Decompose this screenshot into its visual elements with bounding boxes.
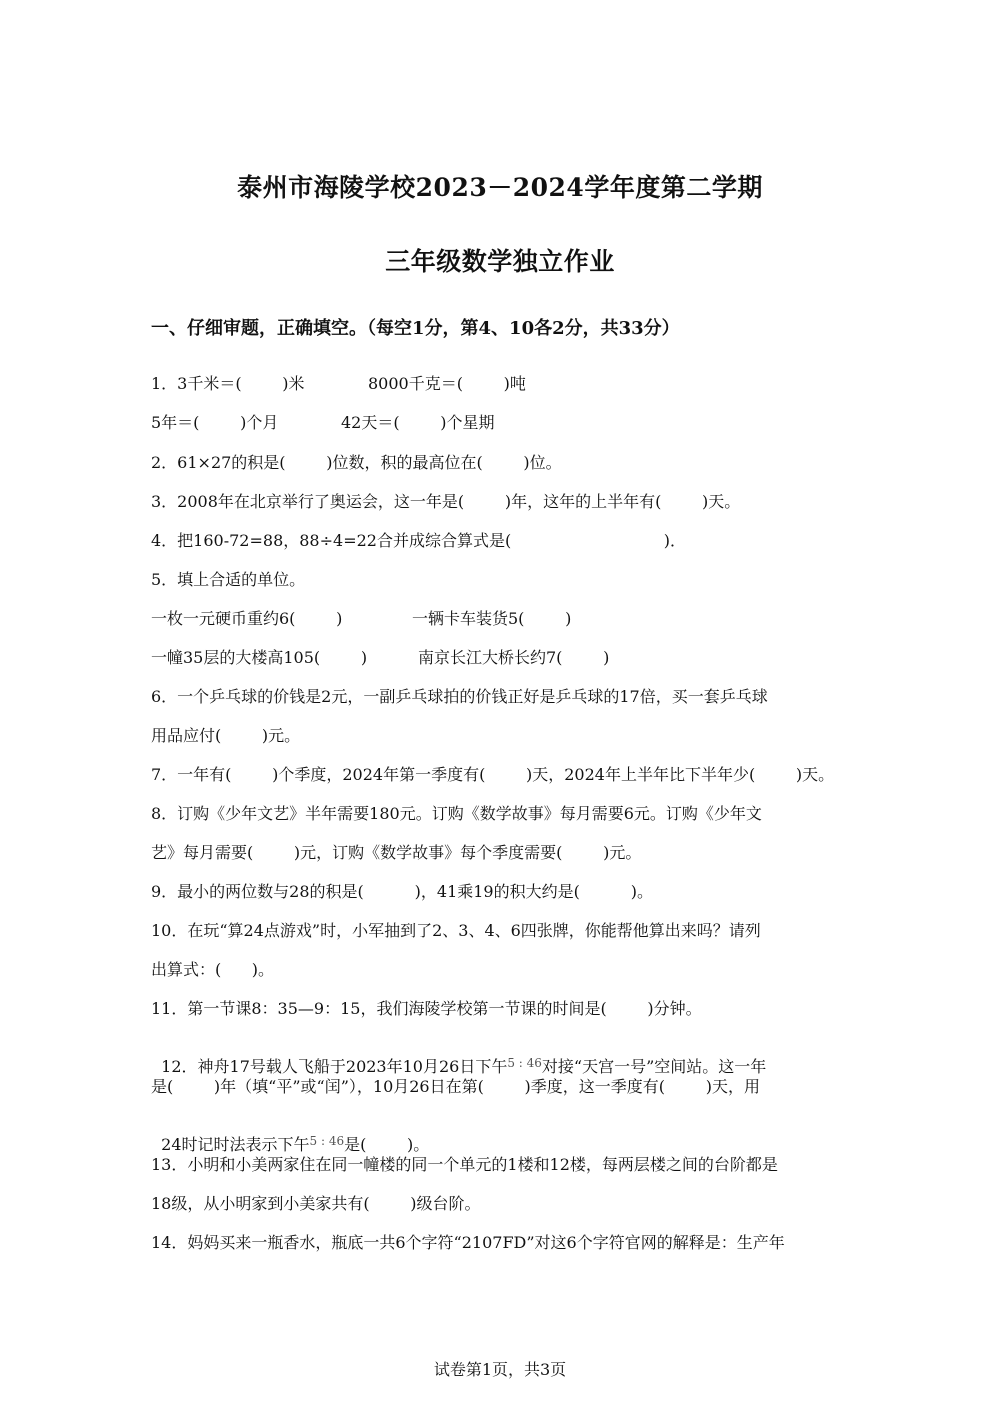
paper-title-line1: 泰州市海陵学校2023－2024学年度第二学期 [237, 173, 763, 202]
question-8-line2: 艺》每月需要( )元，订购《数学故事》每个季度需要( )元。 [151, 843, 642, 862]
question-10-line1: 10．在玩“算24点游戏”时，小军抽到了2、3、4、6四张牌，你能帮他算出来吗？请列 [151, 921, 761, 940]
question-3: 3．2008年在北京举行了奥运会，这一年是( )年，这年的上半年有( )天。 [151, 492, 741, 511]
question-12-line3-start: 24时记时法表示下午 [161, 1135, 310, 1154]
question-5c: 一幢35层的大楼高105( ) [151, 648, 368, 667]
question-1b: 8000千克＝( )吨 [368, 374, 526, 393]
question-12-line1-start: 12．神舟17号载人飞船于2023年10月26日下午 [161, 1057, 508, 1076]
section-heading: 一、仔细审题，正确填空。（每空1分，第4、10各2分，共33分） [151, 318, 680, 339]
question-13-line2: 18级，从小明家到小美家共有( )级台阶。 [151, 1194, 481, 1213]
question-6-line2: 用品应付( )元。 [151, 726, 301, 745]
question-12-line3 [151, 1113, 429, 1155]
question-6-line1: 6．一个乒乓球的价钱是2元，一副乒乓球拍的价钱正好是乒乓球的17倍，买一套乒乓球 [151, 687, 768, 706]
question-12-line1 [151, 1035, 766, 1077]
question-2: 2．61×27的积是( )位数，积的最高位在( )位。 [151, 453, 562, 472]
question-5b: 一辆卡车装货5( ) [412, 609, 572, 628]
question-12-line2: 是( )年（填“平”或“闰”），10月26日在第( )季度，这一季度有( )天，用 [151, 1077, 760, 1096]
question-7: 7．一年有( )个季度，2024年第一季度有( )天，2024年上半年比下半年少( )天。 [151, 765, 835, 784]
time-image-546: 5 : 46 [507, 1056, 542, 1070]
question-5: 5．填上合适的单位。 [151, 570, 306, 589]
question-5d: 南京长江大桥长约7( ) [418, 648, 610, 667]
page-footer: 试卷第1页，共3页 [433, 1360, 567, 1379]
time-image-546-second: 5 : 46 [309, 1134, 345, 1148]
question-1c: 5年＝( )个月 [151, 413, 279, 432]
question-9: 9．最小的两位数与28的积是( )，41乘19的积大约是( )。 [151, 882, 653, 901]
question-11: 11．第一节课8：35—9：15，我们海陵学校第一节课的时间是( )分钟。 [151, 999, 702, 1018]
question-4: 4．把160-72=88，88÷4=22合并成综合算式是( )． [151, 531, 687, 550]
question-12-line1-end: 对接“天宫一号”空间站。这一年 [541, 1057, 767, 1076]
question-1d: 42天＝( )个星期 [341, 413, 495, 432]
question-12-line3-end: 是( )。 [344, 1135, 430, 1154]
question-10-line2: 出算式：( )。 [151, 960, 275, 979]
question-1a: 1．3千米＝( )米 [151, 374, 305, 393]
question-5a: 一枚一元硬币重约6( ) [151, 609, 343, 628]
question-13-line1: 13．小明和小美两家住在同一幢楼的同一个单元的1楼和12楼，每两层楼之间的台阶都是 [151, 1155, 778, 1174]
question-8-line1: 8．订购《少年文艺》半年需要180元。订购《数学故事》每月需要6元。订购《少年文 [151, 804, 762, 823]
paper-title-line2: 三年级数学独立作业 [385, 247, 615, 276]
question-14-line1: 14．妈妈买来一瓶香水，瓶底一共6个字符“2107FD”对这6个字符官网的解释是：生产年 [151, 1233, 785, 1252]
